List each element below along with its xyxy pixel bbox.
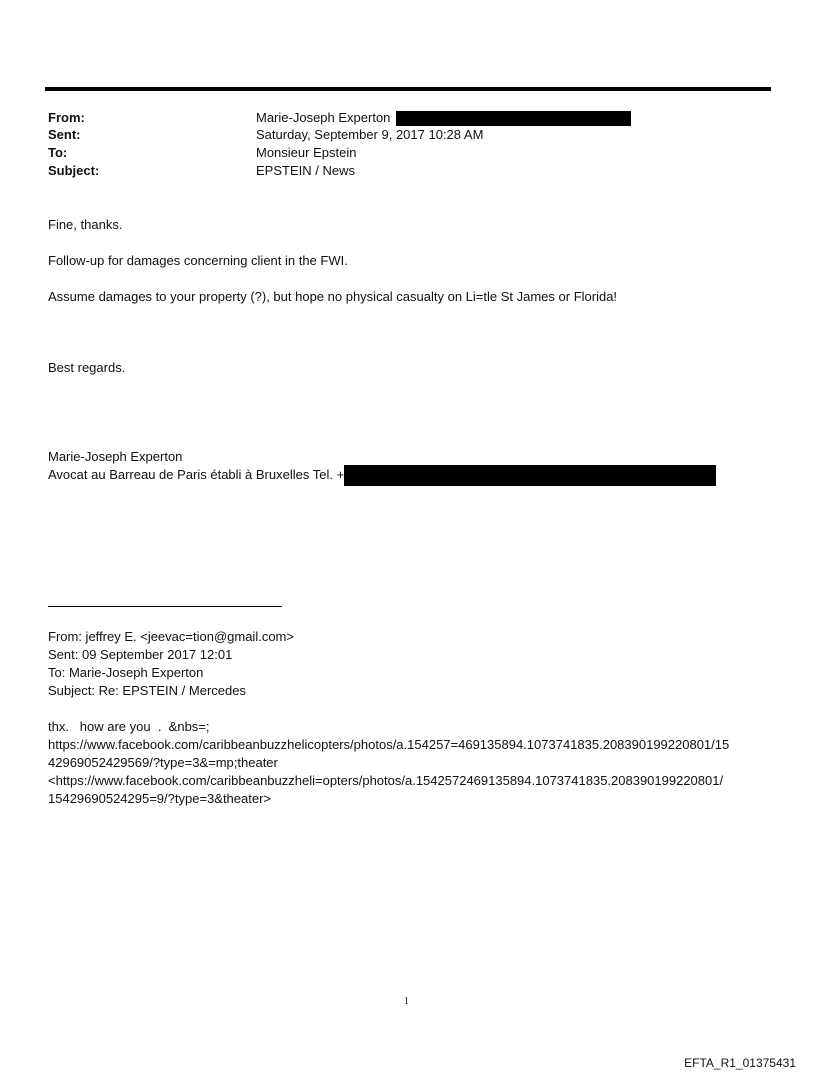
signature-title: Avocat au Barreau de Paris établi à Bruxelles Tel. + <box>48 466 345 482</box>
quote-separator <box>48 606 282 607</box>
to-value: Monsieur Epstein <box>256 145 357 160</box>
from-name: Marie-Joseph Experton <box>256 110 391 125</box>
redaction-box <box>396 111 631 126</box>
signature-name: Marie-Joseph Experton <box>48 449 183 464</box>
sent-value: Saturday, September 9, 2017 10:28 AM <box>256 127 484 142</box>
quoted-from: From: jeffrey E. <jeevac=tion@gmail.com> <box>48 629 294 644</box>
from-label: From: <box>48 110 85 125</box>
from-value <box>256 109 631 127</box>
body-line-2: Follow-up for damages concerning client in the FWI. <box>48 253 348 268</box>
body-line-3: Assume damages to your property (?), but hope no physical casualty on Li=tle St James or Florida! <box>48 289 618 304</box>
quoted-link-line-4: 15429690524295=9/?type=3&theater> <box>48 791 272 806</box>
quoted-subject: Subject: Re: EPSTEIN / Mercedes <box>48 683 246 698</box>
quoted-link-line-2: 42969052429569/?type=3&=mp;theater <box>48 755 278 770</box>
sent-label: Sent: <box>48 127 81 142</box>
quoted-sent: Sent: 09 September 2017 12:01 <box>48 647 233 662</box>
bates-number: EFTA_R1_01375431 <box>684 1056 796 1070</box>
quoted-line-1: thx. how are you . &nbs=; <box>48 719 210 734</box>
page-number: 1 <box>404 996 409 1007</box>
body-line-1: Fine, thanks. <box>48 217 123 232</box>
signature-title-row <box>48 465 716 486</box>
header-rule <box>45 87 771 91</box>
redaction-box <box>344 465 716 486</box>
quoted-link-line-1: https://www.facebook.com/caribbeanbuzzhelicopters/photos/a.154257=469135894.1073741835.208390199220801/15 <box>48 737 730 752</box>
quoted-to: To: Marie-Joseph Experton <box>48 665 204 680</box>
body-regards: Best regards. <box>48 360 126 375</box>
quoted-link-line-3: <https://www.facebook.com/caribbeanbuzzheli=opters/photos/a.1542572469135894.1073741835.208390199220801/ <box>48 773 724 788</box>
subject-value: EPSTEIN / News <box>256 163 355 178</box>
subject-label: Subject: <box>48 163 100 178</box>
to-label: To: <box>48 145 68 160</box>
